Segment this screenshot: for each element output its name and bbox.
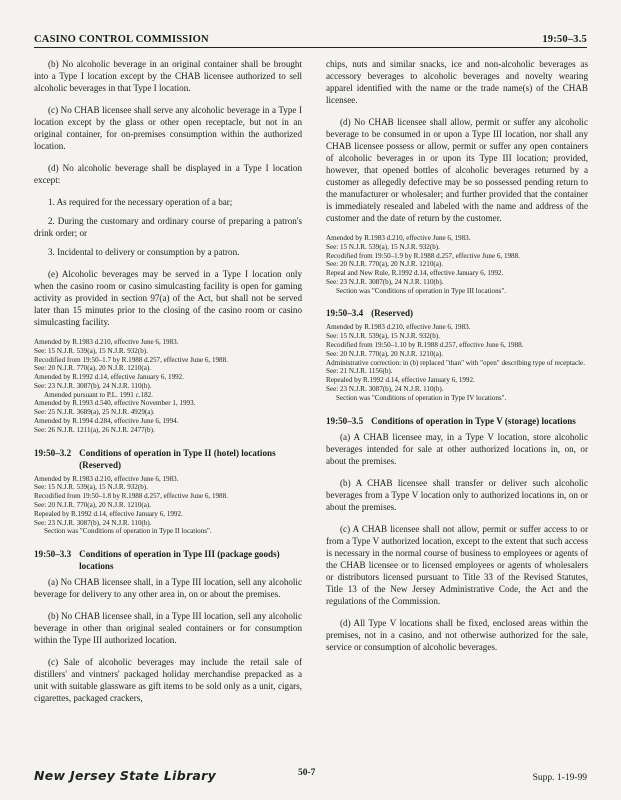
history-line: Recodified from 19:50–1.7 by R.1988 d.257, effective June 6, 1988. (34, 355, 228, 364)
history-line: Amended by R.1992 d.14, effective January 6, 1992. (34, 373, 184, 382)
section-title: Conditions of operation in Type III (package goods) locations (79, 549, 280, 572)
history-line: See: 23 N.J.R. 3087(b), 24 N.J.R. 110(b). (34, 381, 152, 390)
history-line: See: 20 N.J.R. 770(a), 20 N.J.R. 1210(a). (34, 364, 152, 373)
section-title: Conditions of operation in Type V (storage) locations (371, 415, 576, 426)
history-line: See: 15 N.J.R. 539(a), 15 N.J.R. 932(b). (34, 483, 148, 492)
history-line: Amended by R.1983 d.210, effective June 6, 1983. (326, 323, 471, 332)
library-stamp: New Jersey State Library (34, 768, 217, 783)
history-line: Amended by R.1983 d.210, effective June 6, 1983. (34, 338, 179, 346)
history-line: See: 15 N.J.R. 539(a), 15 N.J.R. 932(b). (34, 346, 148, 355)
history-line: See: 20 N.J.R. 770(a), 20 N.J.R. 1210(a). (34, 500, 152, 509)
history-line: See: 15 N.J.R. 539(a), 15 N.J.R. 932(b). (326, 242, 440, 251)
right-column (326, 58, 588, 663)
list-item: 1. As required for the necessary operation of a bar; (48, 197, 233, 207)
history-line: Repealed by R.1992 d.14, effective January 6, 1992. (34, 509, 183, 518)
history-note (326, 323, 588, 402)
history-note (326, 234, 588, 295)
paragraph-e: (e) Alcoholic beverages may be served in a Type I location only when the casino room or casino simulcasting facility is open for gaming activity as provided in section 97(a) of the Act, but shall not be served later than 15 minutes prior to the closing of the casino room or casino simulcasting facility. (34, 269, 302, 327)
section-heading (34, 447, 302, 471)
left-column (34, 58, 302, 714)
section-title: Conditions of operation in Type II (hotel) locations (Reserved) (79, 447, 276, 470)
history-line: See: 25 N.J.R. 3689(a), 25 N.J.R. 4929(a). (34, 408, 155, 417)
history-line: See: 20 N.J.R. 770(a), 20 N.J.R. 1210(a). (326, 349, 444, 358)
section-title: (Reserved) (371, 308, 414, 319)
section-number: 19:50–3.3 (34, 549, 72, 560)
paragraph-d: (d) No alcoholic beverage shall be displayed in a Type I location except: (34, 163, 302, 185)
history-line: Section was "Conditions of operation in Type IV locations". (336, 393, 507, 402)
list-item: 3. Incidental to delivery or consumption by a patron. (48, 247, 240, 257)
paragraph-c: (c) Sale of alcoholic beverages may include the retail sale of distillers' and vintners' packaged holiday merchandise prepacked as a unit with suitable glassware as gift items to be sold only as a unit, cigars, cigarettes, packaged crackers, (34, 657, 302, 704)
history-line: See: 20 N.J.R. 770(a), 20 N.J.R. 1210(a). (326, 260, 444, 269)
history-line: Administrative correction: in (b) replaced "than" with "open" describing type of receptacle. (326, 358, 585, 367)
paragraph-b: (b) No CHAB licensee shall, in a Type III location, sell any alcoholic beverage in other than original sealed containers or for consumption within the Type III authorized location. (34, 611, 302, 646)
history-line: Recodified from 19:50–1.10 by R.1988 d.257, effective June 6, 1988. (326, 341, 524, 350)
paragraph-a: (a) A CHAB licensee may, in a Type V location, store alcoholic beverages intended for sale at other authorized locations in, on, or about the premises. (326, 431, 588, 466)
section-number: 19:50–3.5 (326, 415, 364, 426)
header-section: 19:50–3.5 (542, 34, 587, 45)
section-number: 19:50–3.4 (326, 308, 364, 319)
history-line: See: 23 N.J.R. 3087(b), 24 N.J.R. 110(b). (326, 277, 444, 286)
paragraph-d: (d) No CHAB licensee shall allow, permit or suffer any alcoholic beverage to be consumed in or upon a Type III location, nor shall any CHAB licensee possess or allow, permit or suffer any open containers of alcoholic beverages in or upon its Type III location; provided, however, that opened bottles of alcoholic beverages returned by a customer as allegedly defective may be so possessed pending return to the manufacturer or wholesaler; and further provided that the container is immediately resealed and labeled with the name and address of the customer and the date of return by the customer. (326, 117, 588, 223)
history-line: See: 21 N.J.R. 1156(b). (326, 367, 393, 376)
paragraph-c: (c) No CHAB licensee shall serve any alcoholic beverage in a Type I location except by the glass or other open receptacle, but not in an original container, for on-premises consumption within the authorized location. (34, 105, 302, 151)
history-line: Section was "Conditions of operation in Type II locations". (44, 527, 212, 536)
history-line: See: 23 N.J.R. 3087(b), 24 N.J.R. 110(b). (326, 384, 444, 393)
paragraph-c: (c) A CHAB licensee shall not allow, permit or suffer access to or from a Type V authorized location, except to the extent that such access is necessary in the normal course of business to employees or agents of the CHAB licensee or to licensed employees or agents of wholesalers or distributors licensed pursuant to Title 33 of the Revised Statutes, Title 13 of the New Jersey Administrative Code, the Act and the regulations of the Commission. (326, 523, 588, 606)
supplement-date: Supp. 1-19-99 (532, 773, 587, 783)
header-title: CASINO CONTROL COMMISSION (34, 34, 209, 45)
history-line: See: 15 N.J.R. 539(a), 15 N.J.R. 932(b). (326, 332, 440, 341)
history-line: See: 26 N.J.R. 1211(a), 26 N.J.R. 2477(b). (34, 425, 155, 434)
section-number: 19:50–3.2 (34, 447, 72, 458)
history-line: Repealed by R.1992 d.14, effective January 6, 1992. (326, 376, 475, 385)
history-note (34, 475, 302, 536)
paragraph-continued: chips, nuts and similar snacks, ice and non-alcoholic beverages as accessory beverages to alcoholic beverages and novelty wearing apparel identified with the name or the trade name(s) of the CHAB licensee. (326, 59, 588, 105)
section-heading (34, 548, 302, 572)
history-line: Amended by R.1983 d.210, effective June 6, 1983. (326, 234, 471, 242)
history-line: Repeal and New Rule, R.1992 d.14, effective January 6, 1992. (326, 269, 504, 278)
history-note (34, 338, 302, 435)
history-line: See: 23 N.J.R. 3087(b), 24 N.J.R. 110(b). (34, 518, 152, 527)
section-heading (326, 415, 588, 427)
history-line: Amended by R.1993 d.540, effective November 1, 1993. (34, 399, 196, 408)
running-header (34, 34, 587, 48)
paragraph-d: (d) All Type V locations shall be fixed, enclosed areas within the premises, not in a casino, and not otherwise authorized for the sale, service or consumption of alcoholic beverages. (326, 617, 588, 652)
page-footer (34, 768, 587, 783)
paragraph-a: (a) No CHAB licensee shall, in a Type III location, sell any alcoholic beverage for delivery to any other area in, on or about the premises. (34, 577, 302, 600)
section-heading (326, 307, 588, 319)
page-number: 50-7 (298, 768, 316, 778)
history-line: Amended by R.1994 d.284, effective June 6, 1994. (34, 417, 179, 426)
history-line: Recodified from 19:50–1.9 by R.1988 d.257, effective June 6, 1988. (326, 251, 520, 260)
paragraph-b: (b) A CHAB licensee shall transfer or deliver such alcoholic beverages from a Type V location only to authorized locations in, on or about the premises. (326, 477, 588, 512)
history-line: Amended pursuant to P.L. 1991 c.182. (44, 390, 153, 399)
list-item: 2. During the customary and ordinary course of preparing a patron's drink order; or (34, 216, 302, 238)
history-line: Section was "Conditions of operation in Type III locations". (336, 286, 507, 295)
history-line: Amended by R.1983 d.210, effective June 6, 1983. (34, 474, 179, 483)
history-line: Recodified from 19:50–1.8 by R.1988 d.257, effective June 6, 1988. (34, 492, 228, 501)
paragraph-b: (b) No alcoholic beverage in an original container shall be brought into a Type I location except by the CHAB licensee authorized to sell alcoholic beverages in that Type I location. (34, 59, 302, 93)
